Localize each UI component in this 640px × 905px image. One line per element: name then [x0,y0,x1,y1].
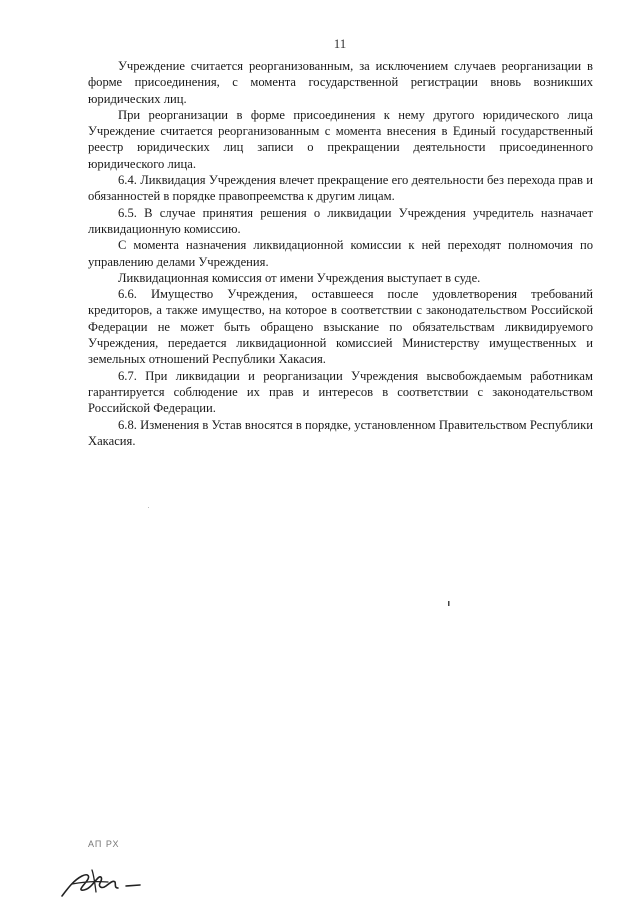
paragraph-6-6: 6.6. Имущество Учреждения, оставшееся после удовлетворения требований кредиторов, а также имущество, на которое в соответствии с законодательством Российской Федерации не может быть обращено взыскание по обязательствам ликвидируемого Учреждения, передается ликвидационной комиссией Министерству имущественных и земельных отношений Республики Хакасия. [88,287,593,367]
paragraph-6-5: 6.5. В случае принятия решения о ликвидации Учреждения учредитель назначает ликвидационную комиссию. [88,205,593,236]
paragraph-commission-court: Ликвидационная комиссия от имени Учреждения выступает в суде. [118,270,481,285]
signature-icon [58,862,168,902]
paragraph-commission-powers: С момента назначения ликвидационной комиссии к ней переходят полномочия по управлению делами Учреждения. [88,238,593,269]
paragraph-accession: При реорганизации в форме присоединения к нему другого юридического лица Учреждение считается реорганизованным с момента внесения в Единый государственный реестр юридических лиц записи о прекращении деятельности присоединенного юридического лица. [88,107,593,171]
paragraph-6-8: 6.8. Изменения в Устав вносятся в порядке, установленном Правительством Республики Хакасия. [88,417,593,448]
document-body [88,58,593,449]
paragraph-6-4: 6.4. Ликвидация Учреждения влечет прекращение его деятельности без перехода прав и обязанностей в порядке правопреемства к другим лицам. [88,173,593,204]
page-number: 11 [333,36,347,51]
footer-mark: АП РХ [88,839,120,849]
paragraph-reorganization: Учреждение считается реорганизованным, за исключением случаев реорганизации в форме присоединения, с момента государственной регистрации вновь возникших юридических лиц. [88,59,593,106]
paragraph-6-7: 6.7. При ликвидации и реорганизации Учреждения высвобождаемым работникам гарантируется соблюдение их прав и интересов в соответствии с законодательством Российской Федерации. [88,368,593,416]
